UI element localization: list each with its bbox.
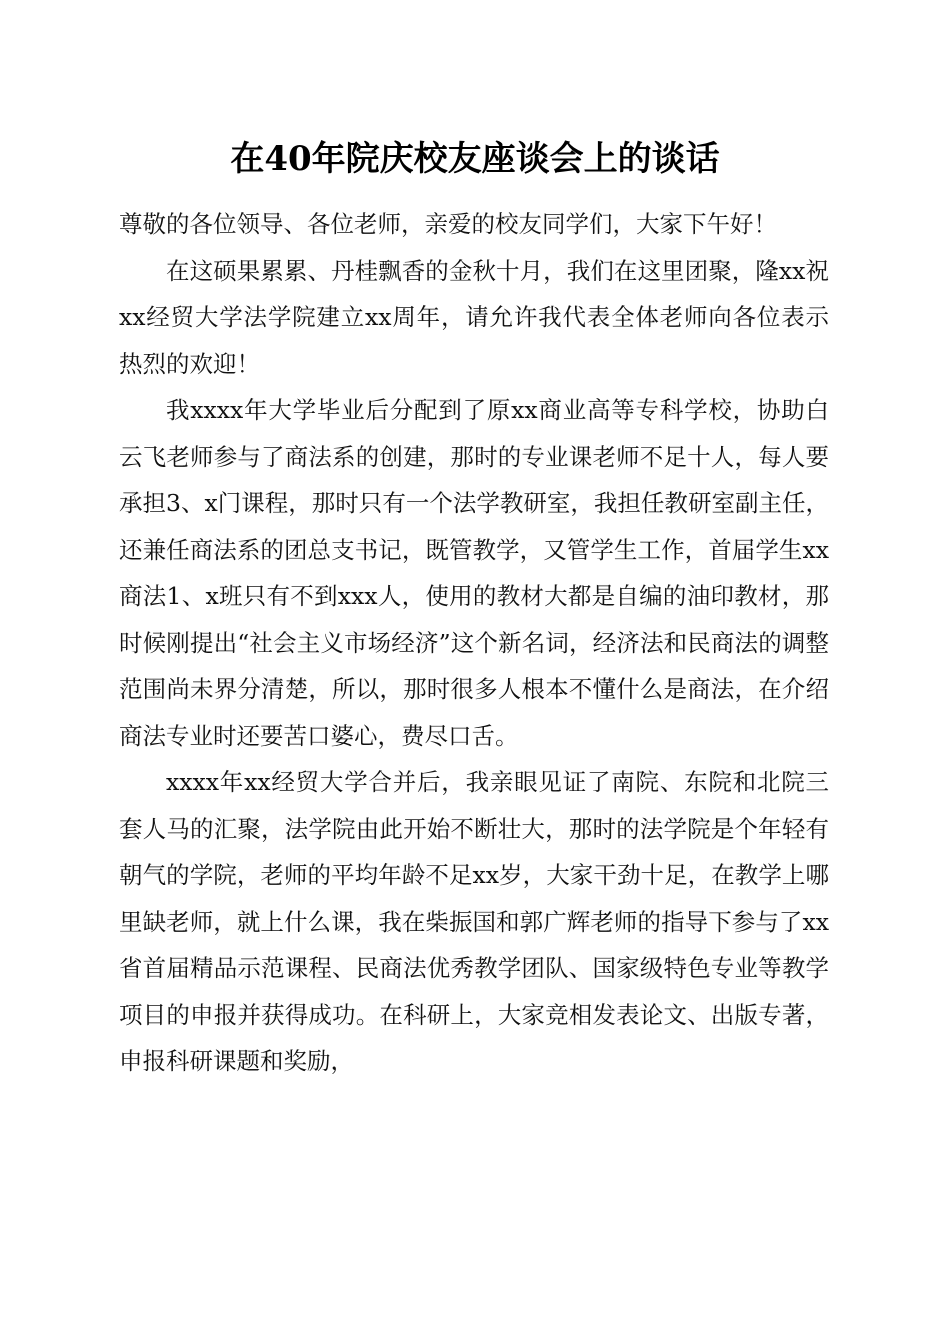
document-title: 在40年院庆校友座谈会上的谈话	[230, 139, 720, 179]
salutation-paragraph: 尊敬的各位领导、各位老师，亲爱的校友同学们，大家下午好！	[119, 210, 777, 238]
document-body	[119, 201, 829, 1085]
body-paragraph-2: 我xxxx年大学毕业后分配到了原xx商业高等专科学校，协助白云飞老师参与了商法系的创建，那时的专业课老师不足十人，每人要承担3、x门课程，那时只有一个法学教研室，我担任教研室副主任，还兼任商法系的团总支书记，既管教学，又管学生工作，首届学生xx商法1、x班只有不到xxx人，使用的教材大都是自编的油印教材，那时候刚提出“社会主义市场经济”这个新名词，经济法和民商法的调整范围尚未界分清楚，所以，那时很多人根本不懂什么是商法，在介绍商法专业时还要苦口婆心，费尽口舌。	[119, 396, 829, 750]
body-paragraph-1: 在这硕果累累、丹桂飘香的金秋十月，我们在这里团聚，隆xx祝xx经贸大学法学院建立xx周年，请允许我代表全体老师向各位表示热烈的欢迎！	[119, 256, 829, 378]
body-paragraph-3: xxxx年xx经贸大学合并后，我亲眼见证了南院、东院和北院三套人马的汇聚，法学院由此开始不断壮大，那时的法学院是个年轻有朝气的学院，老师的平均年龄不足xx岁，大家干劲十足，在教学上哪里缺老师，就上什么课，我在柴振国和郭广辉老师的指导下参与了xx省首届精品示范课程、民商法优秀教学团队、国家级特色专业等教学项目的申报并获得成功。在科研上，大家竞相发表论文、出版专著，申报科研课题和奖励，	[119, 768, 829, 1075]
